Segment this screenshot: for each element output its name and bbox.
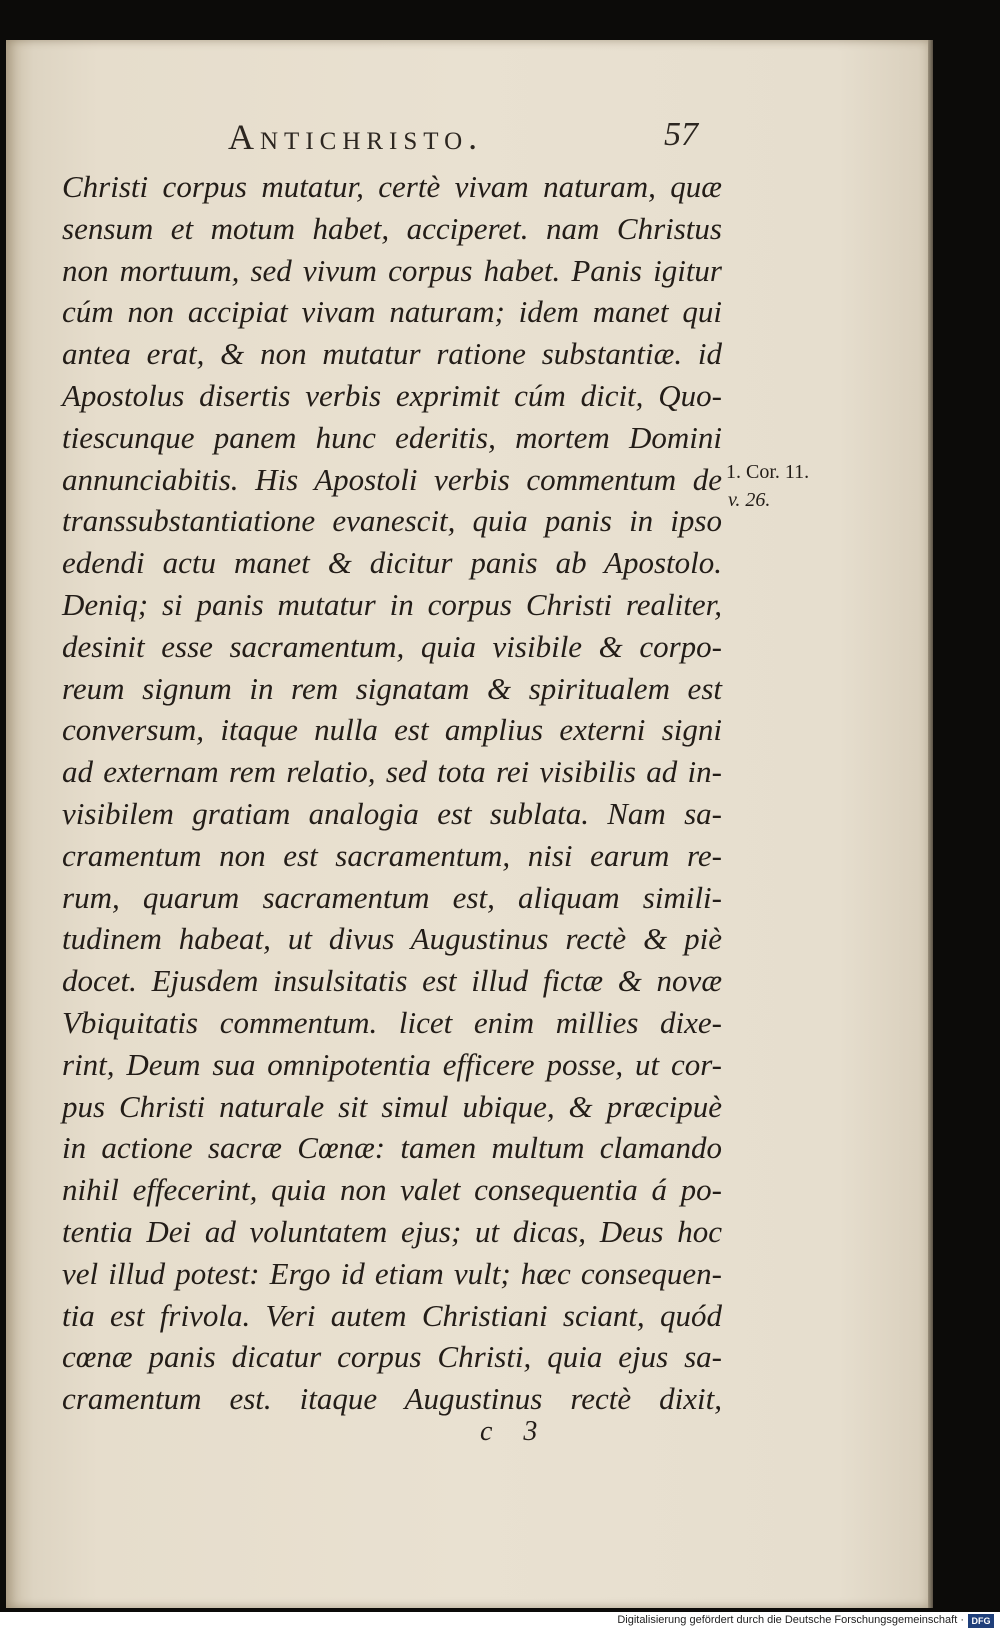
text-line: rum, quarum sacramentum est, aliquam simili- [62, 879, 722, 915]
text-line: nihil effecerint, quia non valet consequentia á po- [62, 1172, 722, 1208]
text-line: conversum, itaque nulla est amplius externi signi [62, 712, 722, 748]
text-line: rint, Deum sua omnipotentia efficere posse, ut cor- [62, 1046, 722, 1082]
text-line: antea erat, & non mutatur ratione substantiæ. id [62, 336, 722, 372]
text-line: Vbiquitatis commentum. licet enim millies dixe- [62, 1004, 722, 1040]
marginal-note [726, 458, 836, 514]
page-header [228, 116, 708, 160]
text-line: ad externam rem relatio, sed tota rei visibilis ad in- [62, 754, 722, 790]
text-line: tentia Dei ad voluntatem ejus; ut dicas, Deus hoc [62, 1213, 722, 1249]
text-line: cramentum est. itaque Augustinus rectè dixit, [62, 1381, 722, 1417]
text-line: pus Christi naturale sit simul ubique, & præcipuè [62, 1088, 722, 1124]
page-edge [928, 40, 933, 1608]
text-line: docet. Ejusdem insulsitatis est illud fictæ & novæ [62, 963, 722, 999]
text-line: tudinem habeat, ut divus Augustinus rectè & piè [62, 921, 722, 957]
text-line: Deniq; si panis mutatur in corpus Christi realiter, [62, 586, 722, 622]
text-line: non mortuum, sed vivum corpus habet. Panis igitur [62, 252, 722, 288]
marginal-verse: v. 26. [728, 489, 771, 511]
text-line: Christi corpus mutatur, certè vivam naturam, quæ [62, 169, 722, 204]
text-line: vel illud potest: Ergo id etiam vult; hæc consequen- [62, 1255, 722, 1291]
marginal-reference: 1. Cor. 11. [726, 461, 810, 483]
text-line: annunciabitis. His Apostoli verbis commentum de [62, 461, 722, 497]
text-line: sensum et motum habet, acciperet. nam Christus [62, 210, 722, 246]
text-line: cúm non accipiat vivam naturam; idem manet qui [62, 294, 722, 330]
dfg-logo[interactable]: DFG [968, 1614, 994, 1628]
text-line: transsubstantiatione evanescit, quia panis in ipso [62, 503, 722, 539]
text-line: cœnæ panis dicatur corpus Christi, quia ejus sa- [62, 1339, 722, 1375]
running-head: Antichristo. [228, 117, 484, 157]
text-line: tia est frivola. Veri autem Christiani sciant, quód [62, 1297, 722, 1333]
body-text [62, 166, 722, 1420]
text-line: visibilem gratiam analogia est sublata. Nam sa- [62, 795, 722, 831]
text-line: desinit esse sacramentum, quia visibile & corpo- [62, 628, 722, 664]
text-line: tiescunque panem hunc ederitis, mortem Domini [62, 419, 722, 455]
text-line: edendi actu manet & dicitur panis ab Apostolo. [62, 545, 722, 581]
text-line: Apostolus disertis verbis exprimit cúm dicit, Quo- [62, 377, 722, 413]
signature-mark: c 3 [480, 1416, 538, 1447]
page-number: 57 [664, 116, 698, 153]
text-line: cramentum non est sacramentum, nisi earum re- [62, 837, 722, 873]
text-line: in actione sacræ Cœnæ: tamen multum clamando [62, 1130, 722, 1166]
footer-credit: Digitalisierung gefördert durch die Deutsche Forschungsgemeinschaft · [617, 1614, 964, 1626]
text-line: reum signum in rem signatam & spiritualem est [62, 670, 722, 706]
